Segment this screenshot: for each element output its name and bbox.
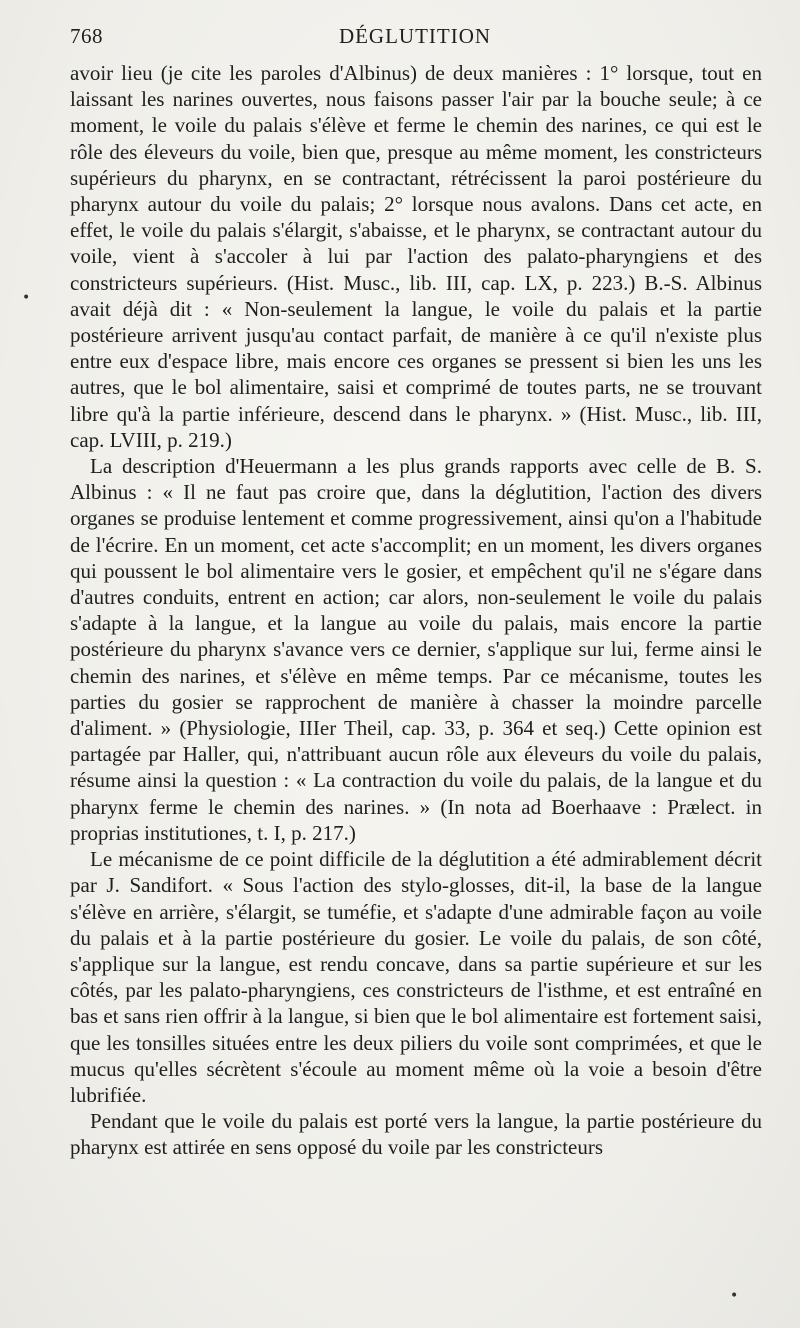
body-text xyxy=(70,60,762,1161)
paragraph-1: avoir lieu (je cite les paroles d'Albinus) de deux manières : 1° lorsque, tout en laissant les narines ouvertes, nous faisons passer l'air par la bouche seule; à ce moment, le voile du palais s'élève et ferme le chemin des narines, ce qui est le rôle des éleveurs du voile, bien que, presque au même moment, les constricteurs supérieurs du pharynx, en se contractant, rétrécissent la paroi postérieure du pharynx autour du voile du palais; 2° lorsque nous avalons. Dans cet acte, en effet, le voile du palais s'élargit, s'abaisse, et le pharynx, se contractant autour du voile, vient à s'accoler à lui par l'action des palato-pharyngiens et des constricteurs supérieurs. (Hist. Musc., lib. III, cap. LX, p. 223.) B.-S. Albinus avait déjà dit : « Non-seulement la langue, le voile du palais et la partie postérieure arrivent jusqu'au contact parfait, de manière à ce qu'il n'existe plus entre eux d'espace libre, mais encore ces organes se pressent si bien les uns les autres, que le bol alimentaire, saisi et comprimé de toutes parts, ne se trouvant libre qu'à la partie inférieure, descend dans le pharynx. » (Hist. Musc., lib. III, cap. LVIII, p. 219.) xyxy=(70,61,762,452)
running-header xyxy=(70,24,760,54)
margin-mark: • xyxy=(730,1288,739,1304)
paragraph-3: Le mécanisme de ce point difficile de la déglutition a été admirablement décrit par J. Sandifort. « Sous l'action des stylo-glosses, dit-il, la base de la langue s'élève en arrière, s'élargit, se tuméfie, et s'adapte d'une admirable façon au voile du palais et à la partie postérieure du gosier. Le voile du palais, de son côté, s'applique sur la langue, est rendu concave, dans sa partie supérieure et sur les côtés, par les palato-pharyngiens, ces constricteurs de l'isthme, et est entraîné en bas et sans rien offrir à la langue, si bien que le bol alimentaire est fortement saisi, que les tonsilles situées entre les deux piliers du voile sont comprimées, et que le mucus qu'elles sécrètent s'écoule au moment même où la voie a besoin d'être lubrifiée. xyxy=(70,847,762,1107)
running-title: DÉGLUTITION xyxy=(338,24,492,48)
paragraph-4: Pendant que le voile du palais est porté vers la langue, la partie postérieure du pharynx est attirée en sens opposé du voile par les constricteurs xyxy=(70,1109,762,1160)
margin-mark: • xyxy=(22,290,31,306)
paragraph-2: La description d'Heuermann a les plus grands rapports avec celle de B. S. Albinus : « Il ne faut pas croire que, dans la déglutition, l'action des divers organes se produise lentement et comme progressivement, ainsi qu'on a l'habitude de l'écrire. En un moment, cet acte s'accomplit; en un moment, les divers organes qui poussent le bol alimentaire vers le gosier, et empêchent qu'il ne s'égare dans d'autres conduits, entrent en action; car alors, non-seulement le voile du palais s'adapte à la langue, et la langue au voile du palais, mais encore la partie postérieure du pharynx s'avance vers ce dernier, s'applique sur lui, ferme ainsi le chemin des narines, et s'élève en même temps. Par ce mécanisme, toutes les parties du gosier se rapprochent de manière à chasser la moindre parcelle d'aliment. » (Physiologie, IIIer Theil, cap. 33, p. 364 et seq.) Cette opinion est partagée par Haller, qui, n'attribuant aucun rôle aux éleveurs du voile du palais, résume ainsi la question : « La contraction du voile du palais, de la langue et du pharynx ferme le chemin des narines. » (In nota ad Boerhaave : Prælect. in proprias institutiones, t. I, p. 217.) xyxy=(70,454,762,845)
page-number: 768 xyxy=(70,24,103,48)
